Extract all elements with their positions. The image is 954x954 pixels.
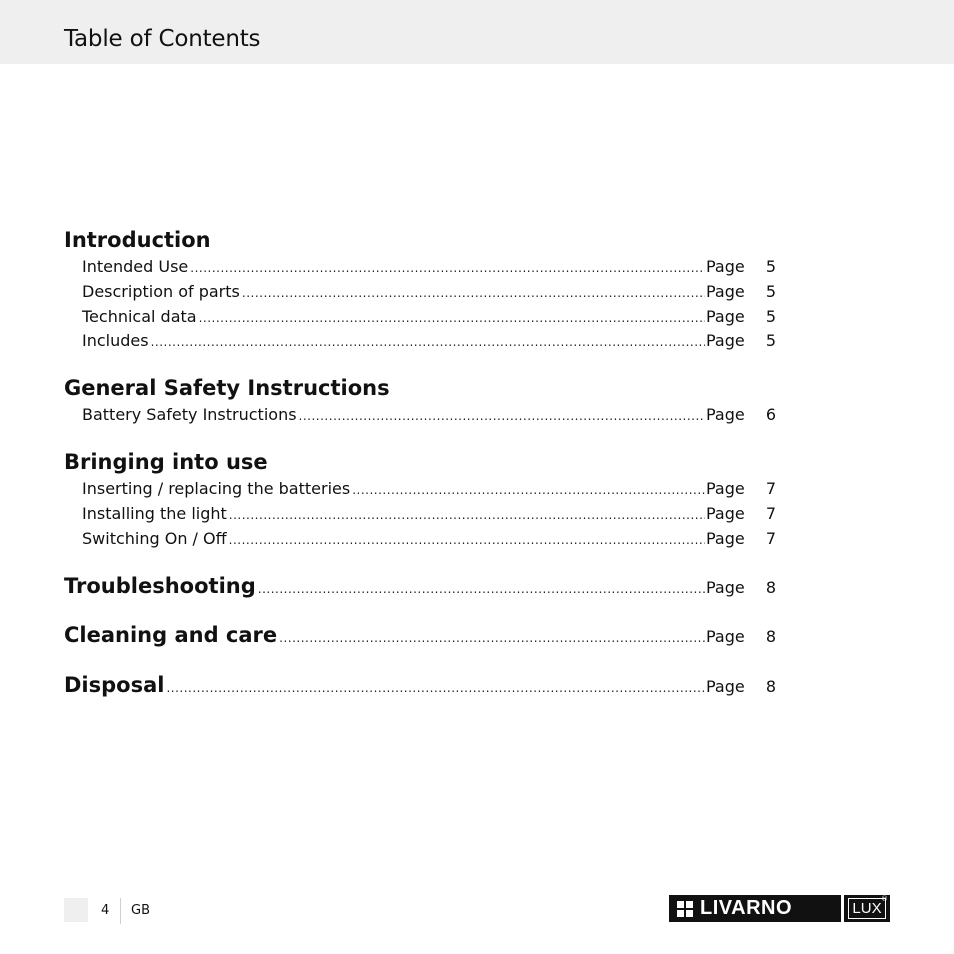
page-number: 6 <box>765 405 776 424</box>
page-word: Page <box>706 479 745 498</box>
page-word: Page <box>706 578 745 597</box>
page-word: Page <box>706 627 745 646</box>
brand-logo <box>669 895 890 922</box>
toc-entry[interactable] <box>82 331 776 351</box>
toc-entry-label: Technical data <box>82 307 197 326</box>
page-number: 5 <box>765 282 776 301</box>
footer-language: GB <box>131 903 150 918</box>
page-word: Page <box>706 331 745 350</box>
dot-leader <box>299 409 705 423</box>
toc-entry[interactable] <box>82 257 776 277</box>
page-number: 8 <box>765 677 776 696</box>
toc-entry[interactable] <box>82 479 776 499</box>
logo-squares-icon <box>677 901 693 917</box>
toc-entry[interactable] <box>82 282 776 302</box>
page-word: Page <box>706 529 745 548</box>
logo-brand-text: LIVARNO <box>700 897 793 919</box>
dot-leader <box>352 483 705 497</box>
page-number: 5 <box>765 307 776 326</box>
page-number: 5 <box>765 331 776 350</box>
dot-leader <box>279 631 705 645</box>
page-word: Page <box>706 257 745 276</box>
page-title: Table of Contents <box>64 26 261 52</box>
dot-leader <box>190 261 705 275</box>
section-heading-bringing-into-use: Bringing into use <box>64 450 268 474</box>
toc-main-entry-disposal[interactable] <box>64 673 776 701</box>
logo-sub-block <box>844 895 890 922</box>
footer-page-number: 4 <box>101 903 110 918</box>
toc-main-entry-cleaning[interactable] <box>64 623 776 651</box>
toc-entry-label: Cleaning and care <box>64 623 278 647</box>
toc-main-entry-troubleshooting[interactable] <box>64 574 776 602</box>
footer-marker <box>64 898 88 922</box>
toc-entry-label: Intended Use <box>82 257 189 276</box>
logo-sub-text: LUX <box>848 898 885 919</box>
dot-leader <box>229 508 705 522</box>
toc-entry-label: Inserting / replacing the batteries <box>82 479 351 498</box>
toc-entry-label: Installing the light <box>82 504 227 523</box>
toc-entry[interactable] <box>82 307 776 327</box>
dot-leader <box>199 311 705 325</box>
page-number: 8 <box>765 627 776 646</box>
page-word: Page <box>706 405 745 424</box>
page-word: Page <box>706 307 745 326</box>
toc-entry-label: Troubleshooting <box>64 574 256 598</box>
page-number: 7 <box>765 529 776 548</box>
toc-entry-label: Switching On / Off <box>82 529 227 548</box>
toc-entry-label: Description of parts <box>82 282 240 301</box>
dot-leader <box>242 286 705 300</box>
page-word: Page <box>706 504 745 523</box>
footer-divider <box>120 898 121 924</box>
page-number: 7 <box>765 479 776 498</box>
page-word: Page <box>706 282 745 301</box>
toc-entry-label: Includes <box>82 331 149 350</box>
toc-entry-label: Disposal <box>64 673 165 697</box>
toc-entry[interactable] <box>82 405 776 425</box>
dot-leader <box>166 681 705 695</box>
toc-entry[interactable] <box>82 529 776 549</box>
dot-leader <box>229 533 705 547</box>
section-heading-general-safety: General Safety Instructions <box>64 376 390 400</box>
toc-entry[interactable] <box>82 504 776 524</box>
page-number: 5 <box>765 257 776 276</box>
page-number: 7 <box>765 504 776 523</box>
dot-leader <box>258 582 705 596</box>
toc-entry-label: Battery Safety Instructions <box>82 405 297 424</box>
dot-leader <box>151 335 705 349</box>
logo-main-block <box>669 895 841 922</box>
section-heading-introduction: Introduction <box>64 228 211 252</box>
registered-mark: ® <box>881 895 888 903</box>
page-number: 8 <box>765 578 776 597</box>
page-word: Page <box>706 677 745 696</box>
